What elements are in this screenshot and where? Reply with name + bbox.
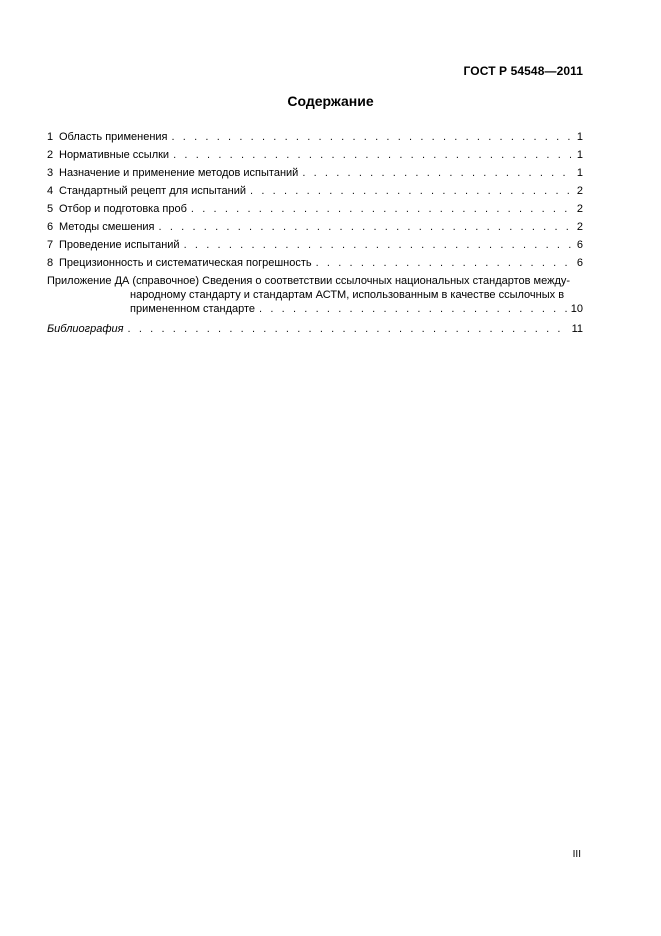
toc-entry[interactable] bbox=[47, 162, 583, 180]
toc-entry[interactable] bbox=[47, 126, 583, 144]
page-number: III bbox=[572, 849, 581, 860]
dot-leader bbox=[302, 166, 571, 180]
table-of-contents bbox=[47, 126, 583, 336]
toc-entry[interactable] bbox=[47, 216, 583, 234]
toc-entry-label: Нормативные ссылки bbox=[59, 149, 170, 161]
toc-entry-label: Назначение и применение методов испытаний bbox=[59, 167, 299, 179]
toc-entry-label: Проведение испытаний bbox=[59, 239, 180, 251]
toc-title: Содержание bbox=[287, 93, 374, 109]
document-code: ГОСТ Р 54548—2011 bbox=[463, 64, 583, 78]
toc-entry-page: 2 bbox=[576, 185, 583, 197]
toc-entry-page: 6 bbox=[576, 239, 583, 251]
dot-leader bbox=[159, 220, 571, 234]
toc-entry-label: Стандартный рецепт для испытаний bbox=[59, 185, 247, 197]
toc-entry-number: 6 bbox=[47, 221, 54, 233]
toc-entry-page: 10 bbox=[570, 303, 583, 315]
dot-leader bbox=[173, 148, 571, 162]
toc-entry-page: 1 bbox=[576, 149, 583, 161]
toc-entry[interactable] bbox=[47, 198, 583, 216]
toc-entry-page: 2 bbox=[576, 221, 583, 233]
toc-entry-number: 7 bbox=[47, 239, 54, 251]
toc-entry-page: 1 bbox=[576, 167, 583, 179]
toc-entry[interactable] bbox=[47, 180, 583, 198]
dot-leader bbox=[259, 302, 567, 316]
toc-entry-label: Область применения bbox=[59, 131, 168, 143]
toc-entry-page: 2 bbox=[576, 203, 583, 215]
toc-entry-number: 8 bbox=[47, 257, 54, 269]
dot-leader bbox=[191, 202, 571, 216]
toc-entry[interactable] bbox=[47, 234, 583, 252]
dot-leader bbox=[316, 256, 571, 270]
toc-entry-number: 1 bbox=[47, 131, 54, 143]
appendix-line-3: примененном стандарте bbox=[130, 303, 256, 315]
dot-leader bbox=[184, 238, 571, 252]
dot-leader bbox=[172, 130, 572, 144]
dot-leader bbox=[250, 184, 571, 198]
toc-entry-label: Методы смешения bbox=[59, 221, 155, 233]
dot-leader bbox=[128, 322, 568, 336]
toc-entry-label: Библиография bbox=[47, 323, 124, 335]
toc-entry-number: 4 bbox=[47, 185, 54, 197]
toc-entry-page: 11 bbox=[571, 323, 583, 335]
toc-entry[interactable] bbox=[47, 144, 583, 162]
toc-entry[interactable] bbox=[47, 252, 583, 270]
toc-entry-label: Отбор и подготовка проб bbox=[59, 203, 187, 215]
appendix-line-1: Приложение ДА (справочное) Сведения о соответствии ссылочных национальных стандартов между- bbox=[47, 275, 571, 287]
toc-entry-appendix[interactable] bbox=[47, 274, 583, 316]
toc-entry-number: 5 bbox=[47, 203, 54, 215]
appendix-line-2: народному стандарту и стандартам АСТМ, использованным в качестве ссылочных в bbox=[130, 289, 565, 301]
toc-entry-bibliography[interactable] bbox=[47, 318, 583, 336]
toc-entry-label: Прецизионность и систематическая погрешность bbox=[59, 257, 312, 269]
toc-entry-page: 1 bbox=[576, 131, 583, 143]
toc-entry-page: 6 bbox=[576, 257, 583, 269]
toc-entry-number: 3 bbox=[47, 167, 54, 179]
toc-entry-number: 2 bbox=[47, 149, 54, 161]
